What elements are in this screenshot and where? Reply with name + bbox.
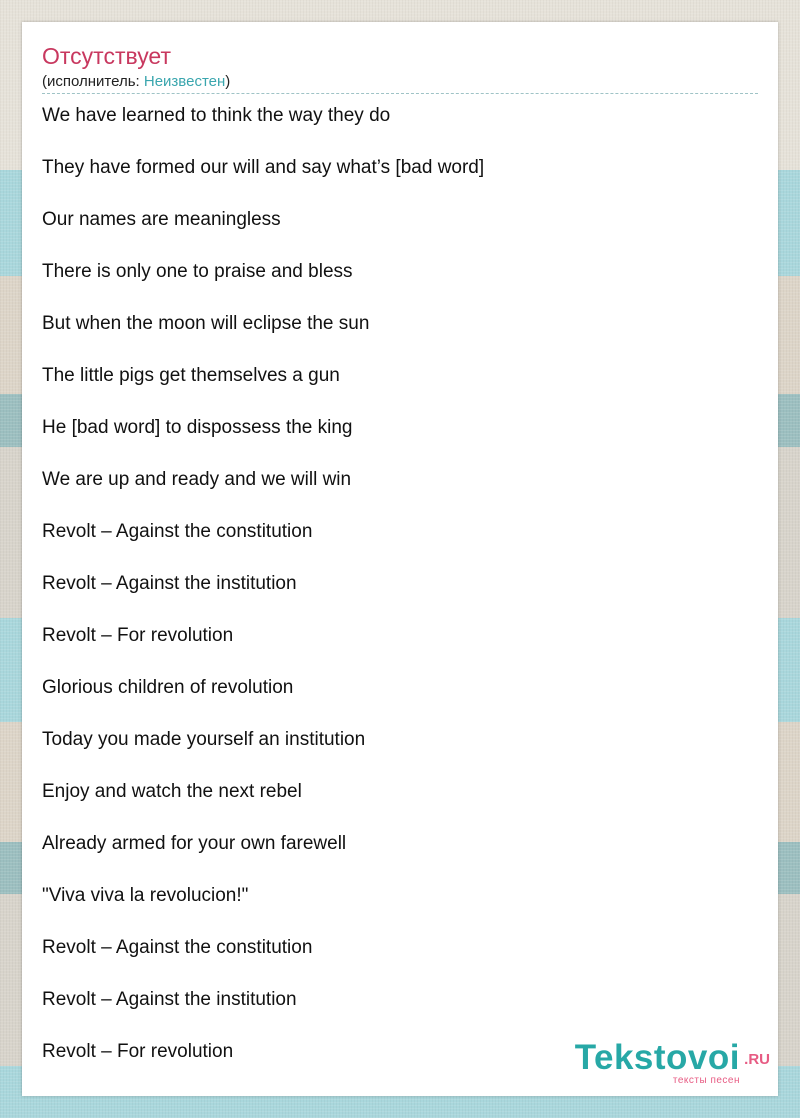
site-logo[interactable] bbox=[550, 1039, 770, 1089]
lyric-line: There is only one to praise and bless bbox=[42, 261, 353, 282]
lyric-line: We have learned to think the way they do bbox=[42, 105, 391, 126]
lyric-line: We are up and ready and we will win bbox=[42, 469, 352, 490]
logo-wordmark: Tekstovoi bbox=[574, 1038, 740, 1077]
lyric-line: Revolt – Against the constitution bbox=[42, 937, 313, 958]
lyric-line: Revolt – Against the constitution bbox=[42, 521, 313, 542]
lyric-line: The little pigs get themselves a gun bbox=[42, 365, 340, 386]
lyric-line: "Viva viva la revolucion!" bbox=[42, 885, 249, 906]
lyric-line: He [bad word] to dispossess the king bbox=[42, 417, 353, 438]
logo-domain: .RU bbox=[744, 1051, 770, 1068]
lyric-line: Revolt – Against the institution bbox=[42, 989, 297, 1010]
lyric-line: Glorious children of revolution bbox=[42, 677, 294, 698]
lyric-line: They have formed our will and say what’s [bad word] bbox=[42, 157, 485, 178]
lyrics-sheet bbox=[22, 22, 778, 1096]
artist-suffix: ) bbox=[225, 73, 231, 90]
lyric-line: Revolt – For revolution bbox=[42, 1041, 234, 1062]
lyric-line: Enjoy and watch the next rebel bbox=[42, 781, 302, 802]
lyric-line: Revolt – For revolution bbox=[42, 625, 234, 646]
lyric-line: Already armed for your own farewell bbox=[42, 833, 347, 854]
artist-prefix: (исполнитель: bbox=[42, 73, 144, 90]
lyric-line: Our names are meaningless bbox=[42, 209, 281, 230]
lyrics-list bbox=[42, 104, 484, 1092]
title-divider bbox=[42, 93, 758, 94]
logo-tagline: тексты песен bbox=[672, 1075, 740, 1086]
artist-line bbox=[42, 73, 230, 91]
artist-link[interactable]: Неизвестен bbox=[143, 73, 226, 90]
song-title: Отсутствует bbox=[42, 43, 171, 69]
lyric-line: Revolt – Against the institution bbox=[42, 573, 297, 594]
lyric-line: Today you made yourself an institution bbox=[42, 729, 366, 750]
lyric-line: But when the moon will eclipse the sun bbox=[42, 313, 370, 334]
